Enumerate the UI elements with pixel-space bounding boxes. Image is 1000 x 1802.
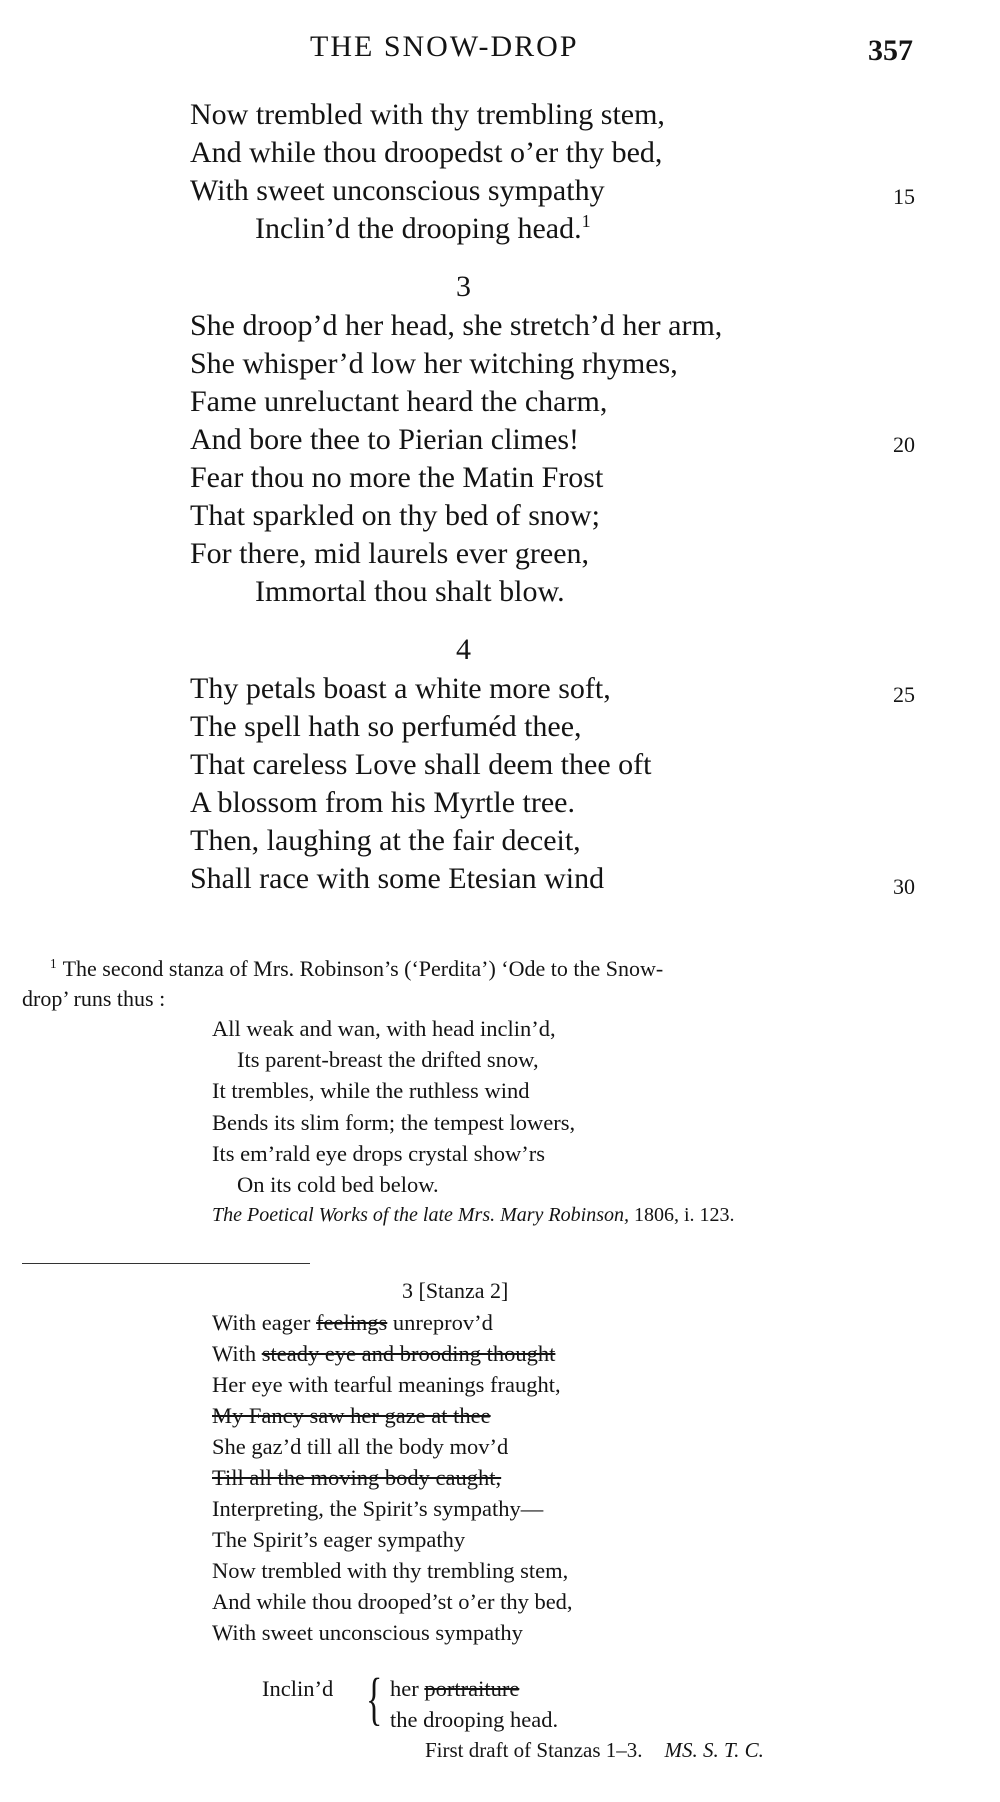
line-number: 20 xyxy=(893,432,915,457)
quote-line: On its cold bed below. xyxy=(237,1172,439,1197)
footnote-text: drop’ runs thus : xyxy=(22,986,166,1011)
variant-line: her portraiture xyxy=(390,1676,520,1701)
line-number: 25 xyxy=(893,682,915,707)
running-title: THE SNOW-DROP xyxy=(310,30,579,63)
line-number: 15 xyxy=(893,184,915,209)
divider-rule xyxy=(22,1263,310,1264)
footnote-marker: 1 xyxy=(50,955,57,971)
footnote xyxy=(22,954,922,1014)
ms-line: Interpreting, the Spirit’s sympathy— xyxy=(212,1496,544,1521)
ms-line: With eager feelings unreprov’d xyxy=(212,1310,493,1335)
ms-line: The Spirit’s eager sympathy xyxy=(212,1527,466,1552)
verse-line: For there, mid laurels ever green, xyxy=(190,537,590,570)
verse-line: Shall race with some Etesian wind xyxy=(190,862,605,895)
ms-line: And while thou drooped’st o’er thy bed, xyxy=(212,1589,573,1614)
variant-label: Inclin’d xyxy=(262,1676,334,1701)
quote-line: Its parent-breast the drifted snow, xyxy=(237,1047,539,1072)
ms-line: My Fancy saw her gaze at thee xyxy=(212,1403,491,1428)
ms-heading: 3 [Stanza 2] xyxy=(402,1278,509,1303)
stanza-number: 3 xyxy=(456,270,471,303)
verse-line: Inclin’d the drooping head.$^1$ xyxy=(255,211,591,245)
verse-line: A blossom from his Myrtle tree. xyxy=(190,786,575,819)
verse-line: Then, laughing at the fair deceit, xyxy=(190,824,581,857)
footnote-text: The second stanza of Mrs. Robinson’s (‘Perdita’) ‘Ode to the Snow- xyxy=(62,956,664,981)
quote-line: Bends its slim form; the tempest lowers, xyxy=(212,1110,576,1135)
verse-line: That sparkled on thy bed of snow; xyxy=(190,499,600,532)
variant-line: the drooping head. xyxy=(390,1707,559,1732)
quote-line: It trembles, while the ruthless wind xyxy=(212,1078,530,1103)
citation-title: The Poetical Works of the late Mrs. Mary Robinson, xyxy=(212,1204,629,1226)
citation-detail: 1806, i. 123. xyxy=(634,1204,735,1226)
ms-line: With steady eye and brooding thought xyxy=(212,1341,556,1366)
verse-line: She whisper’d low her witching rhymes, xyxy=(190,347,678,380)
verse-line: She droop’d her head, she stretch’d her arm, xyxy=(190,309,723,342)
verse-line: With sweet unconscious sympathy xyxy=(190,174,605,207)
line-number: 30 xyxy=(893,874,915,899)
variant-brace: { xyxy=(366,1668,383,1732)
verse-line: And while thou droopedst o’er thy bed, xyxy=(190,136,663,169)
footnote-ref: 1 xyxy=(581,211,591,231)
ms-line: Her eye with tearful meanings fraught, xyxy=(212,1372,561,1397)
verse-line: That careless Love shall deem thee oft xyxy=(190,748,652,781)
ms-line: With sweet unconscious sympathy xyxy=(212,1620,523,1645)
verse-line: Thy petals boast a white more soft, xyxy=(190,672,611,705)
verse-line: Fear thou no more the Matin Frost xyxy=(190,461,604,494)
ms-source: First draft of Stanzas 1–3. MS. S. T. C. xyxy=(425,1738,764,1762)
ms-line: Now trembled with thy trembling stem, xyxy=(212,1558,569,1583)
page-number: 357 xyxy=(868,34,913,67)
ms-line: She gaz’d till all the body mov’d xyxy=(212,1434,509,1459)
quote-line: All weak and wan, with head inclin’d, xyxy=(212,1016,556,1041)
verse-line: Fame unreluctant heard the charm, xyxy=(190,385,608,418)
citation xyxy=(212,1204,735,1227)
verse-line: Immortal thou shalt blow. xyxy=(255,575,565,608)
ms-line: Till all the moving body caught, xyxy=(212,1465,502,1490)
verse-line: And bore thee to Pierian climes! xyxy=(190,423,580,456)
verse-line: The spell hath so perfuméd thee, xyxy=(190,710,582,743)
quote-line: Its em’rald eye drops crystal show’rs xyxy=(212,1141,546,1166)
stanza-number: 4 xyxy=(456,633,471,666)
verse-line: Now trembled with thy trembling stem, xyxy=(190,98,665,131)
